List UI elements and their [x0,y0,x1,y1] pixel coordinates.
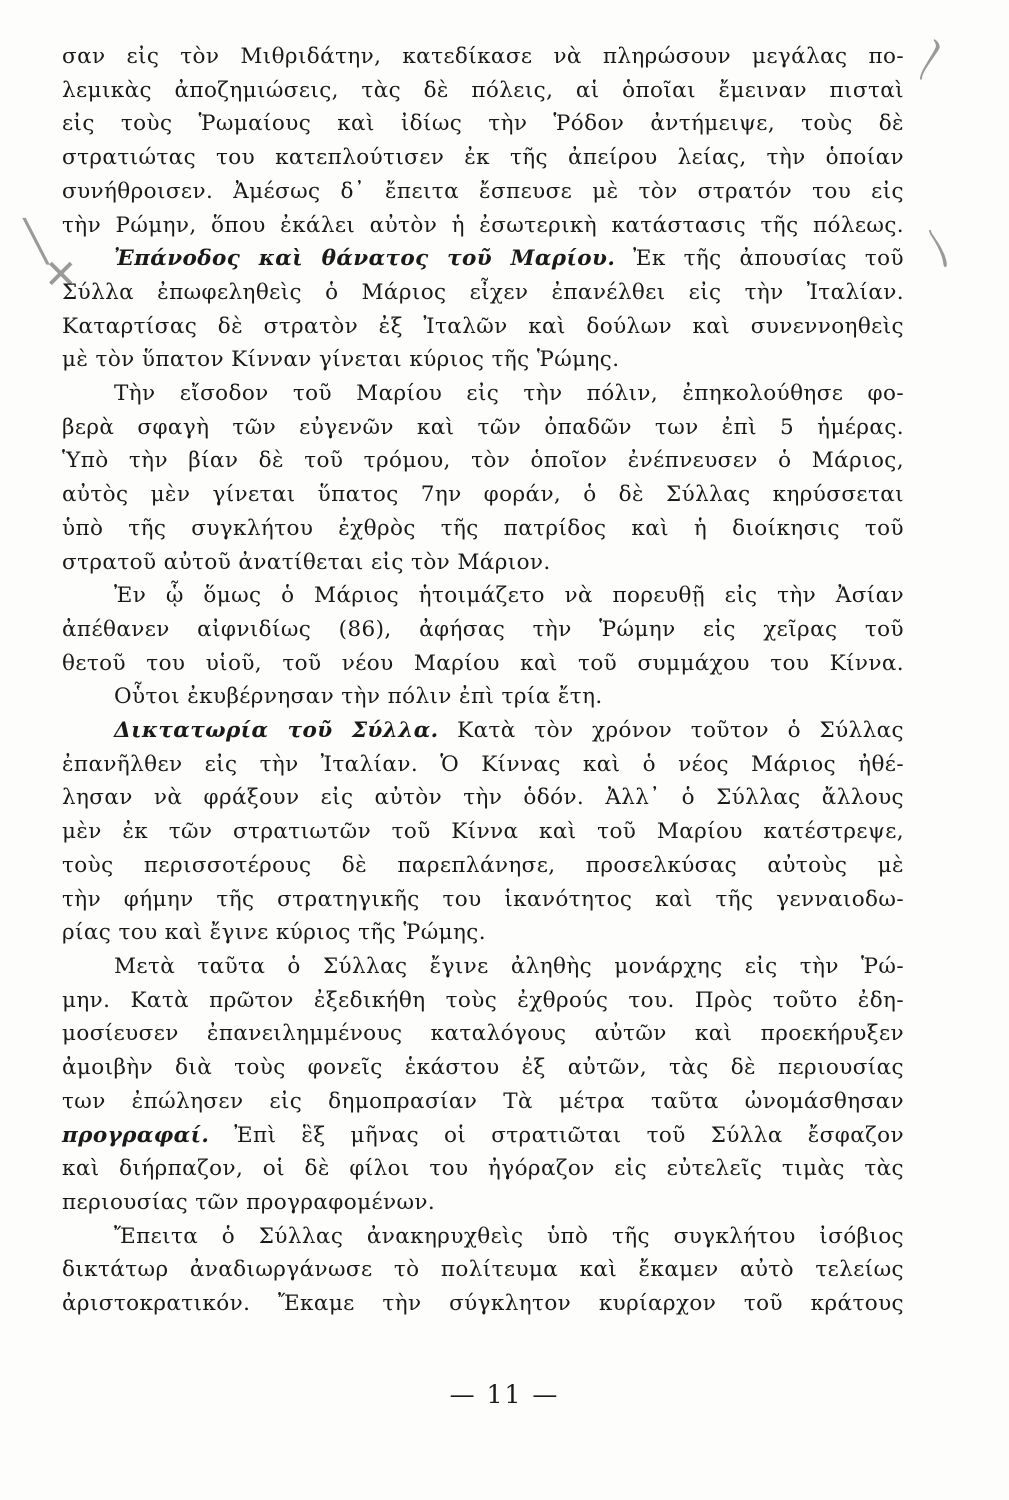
page-number: — 11 — [449,1380,560,1409]
section-heading-return-of-marius: Ἐπάνοδος καὶ θάνατος τοῦ Μαρίου. [114,246,616,272]
pencil-mark-top-right: 〳 [910,34,954,85]
text-run: Κατὰ τὸν χρόνον τοῦτον ὁ Σύλλας [438,718,904,744]
text-line: λησαν νὰ φράξουν εἰς αὐτὸν τὴν ὁδόν. Ἀλλ᾽ ὁ Σύλλας ἄλλους [62,785,904,811]
text-line: Τὴν εἴσοδον τοῦ Μαρίου εἰς τὴν πόλιν, ἐπηκολούθησε φο- [114,381,904,407]
text-line: τὴν φήμην τῆς στρατηγικῆς του ἱκανότητος καὶ τῆς γενναιοδω- [62,886,904,912]
text-line: ἀπέθανεν αἰφνιδίως (86), ἀφήσας τὴν Ῥώμην εἰς χεῖρας τοῦ [62,616,904,642]
text-line: των ἐπώλησεν εἰς δημοπρασίαν Τὰ μέτρα ταῦτα ὠνομάσθησαν [62,1088,904,1114]
text-line: βερὰ σφαγὴ τῶν εὐγενῶν καὶ τῶν ὀπαδῶν των ἐπὶ 5 ἡμέρας. [62,414,904,440]
text-line: μὲν ἐκ τῶν στρατιωτῶν τοῦ Κίννα καὶ τοῦ Μαρίου κατέστρεψε, [62,819,904,845]
text-line: Μετὰ ταῦτα ὁ Σύλλας ἔγινε ἀληθὴς μονάρχης εἰς τὴν Ῥώ- [114,953,904,979]
text-line: δικτάτωρ ἀναδιωργάνωσε τὸ πολίτευμα καὶ ἔκαμεν αὐτὸ τελείως [62,1257,904,1283]
pencil-x-mark: ✕ [44,252,78,298]
text-line: στρατιώτας του κατεπλούτισεν ἐκ τῆς ἀπείρου λείας, τὴν ὁποίαν [62,145,904,171]
text-line: τὴν Ρώμην, ὅπου ἐκάλει αὐτὸν ἡ ἐσωτερικὴ κατάστασις τῆς πόλεως. [62,212,904,238]
text-line: συνήθροισεν. Ἀμέσως δ᾽ ἔπειτα ἔσπευσε μὲ τὸν στρατόν του εἰς [62,178,904,204]
term-line [62,1119,904,1153]
text-run: Ἐκ τῆς ἀπουσίας τοῦ [615,246,904,272]
text-line: Σύλλα ἐπωφεληθεὶς ὁ Μάριος εἶχεν ἐπανέλθει εἰς τὴν Ἰταλίαν. [62,279,904,305]
text-line: Οὗτοι ἐκυβέρνησαν τὴν πόλιν ἐπὶ τρία ἔτη. [114,684,603,710]
text-line: θετοῦ του υἱοῦ, τοῦ νέου Μαρίου καὶ τοῦ συμμάχου του Κίννα. [62,650,904,676]
text-line: ἐπανῆλθεν εἰς τὴν Ἰταλίαν. Ὁ Κίννας καὶ ὁ νέος Μάριος ἠθέ- [62,751,904,777]
body-text [62,40,904,1321]
text-line: ἀμοιβὴν διὰ τοὺς φονεῖς ἑκάστου ἐξ αὐτῶν, τὰς δὲ περιουσίας [62,1055,904,1081]
text-line: ὑπὸ τῆς συγκλήτου ἐχθρὸς τῆς πατρίδος καὶ ἡ διοίκησις τοῦ [62,515,904,541]
text-line: Ἔπειτα ὁ Σύλλας ἀνακηρυχθεὶς ὑπὸ τῆς συγκλήτου ἰσόβιος [114,1223,904,1249]
text-line: περιουσίας τῶν προγραφομένων. [62,1189,436,1215]
text-line: λεμικὰς ἀποζημιώσεις, τὰς δὲ πόλεις, αἱ ὁποῖαι ἔμειναν πισταὶ [62,77,904,103]
text-line: σαν εἰς τὸν Μιθριδάτην, κατεδίκασε νὰ πληρώσουν μεγάλας πο- [62,44,904,69]
text-line: ρίας του καὶ ἔγινε κύριος τῆς Ῥώμης. [62,920,486,946]
text-line: εἰς τοὺς Ῥωμαίους καὶ ἰδίως τὴν Ῥόδον ἀντήμειψε, τοὺς δὲ [62,111,904,137]
section-heading-line [62,714,904,748]
term-proscriptions: προγραφαί. [62,1122,210,1148]
pencil-mark-right: 〵 [920,229,960,275]
text-line: ἀριστοκρατικόν. Ἔκαμε τὴν σύγκλητον κυρίαρχον τοῦ κράτους [62,1291,904,1317]
text-line: μην. Κατὰ πρῶτον ἐξεδικήθη τοὺς ἐχθρούς του. Πρὸς τοῦτο ἐδη- [62,987,904,1013]
text-line: μοσίευσεν ἐπανειλημμένους καταλόγους αὐτῶν καὶ προεκήρυξεν [62,1021,904,1047]
pencil-mark-left: ╲ [24,219,49,265]
text-line: στρατοῦ αὐτοῦ ἀνατίθεται εἰς τὸν Μάριον. [62,549,551,575]
text-line: Ἐν ᾧ ὅμως ὁ Μάριος ἡτοιμάζετο νὰ πορευθῇ εἰς τὴν Ἀσίαν [114,583,904,609]
text-line: καὶ διήρπαζον, οἱ δὲ φίλοι του ἠγόραζον εἰς εὐτελεῖς τιμὰς τὰς [62,1156,904,1182]
section-heading-line [62,242,904,276]
text-line: αὐτὸς μὲν γίνεται ὕπατος 7ην φοράν, ὁ δὲ Σύλλας κηρύσσεται [62,482,904,508]
text-line: μὲ τὸν ὕπατον Κίνναν γίνεται κύριος τῆς Ῥώμης. [62,347,620,373]
text-line: τοὺς περισσοτέρους δὲ παρεπλάνησε, προσελκύσας αὐτοὺς μὲ [62,852,904,878]
section-heading-dictatorship-of-sulla: Δικτατωρία τοῦ Σύλλα. [114,718,439,744]
text-line: Καταρτίσας δὲ στρατὸν ἐξ Ἰταλῶν καὶ δούλων καὶ συνεννοηθεὶς [62,313,904,339]
text-line: Ὑπὸ τὴν βίαν δὲ τοῦ τρόμου, τὸν ὁποῖον ἐνέπνευσεν ὁ Μάριος, [62,448,904,474]
text-run: Ἐπὶ ἓξ μῆνας οἱ στρατιῶται τοῦ Σύλλα ἔσφαζον [209,1122,904,1148]
